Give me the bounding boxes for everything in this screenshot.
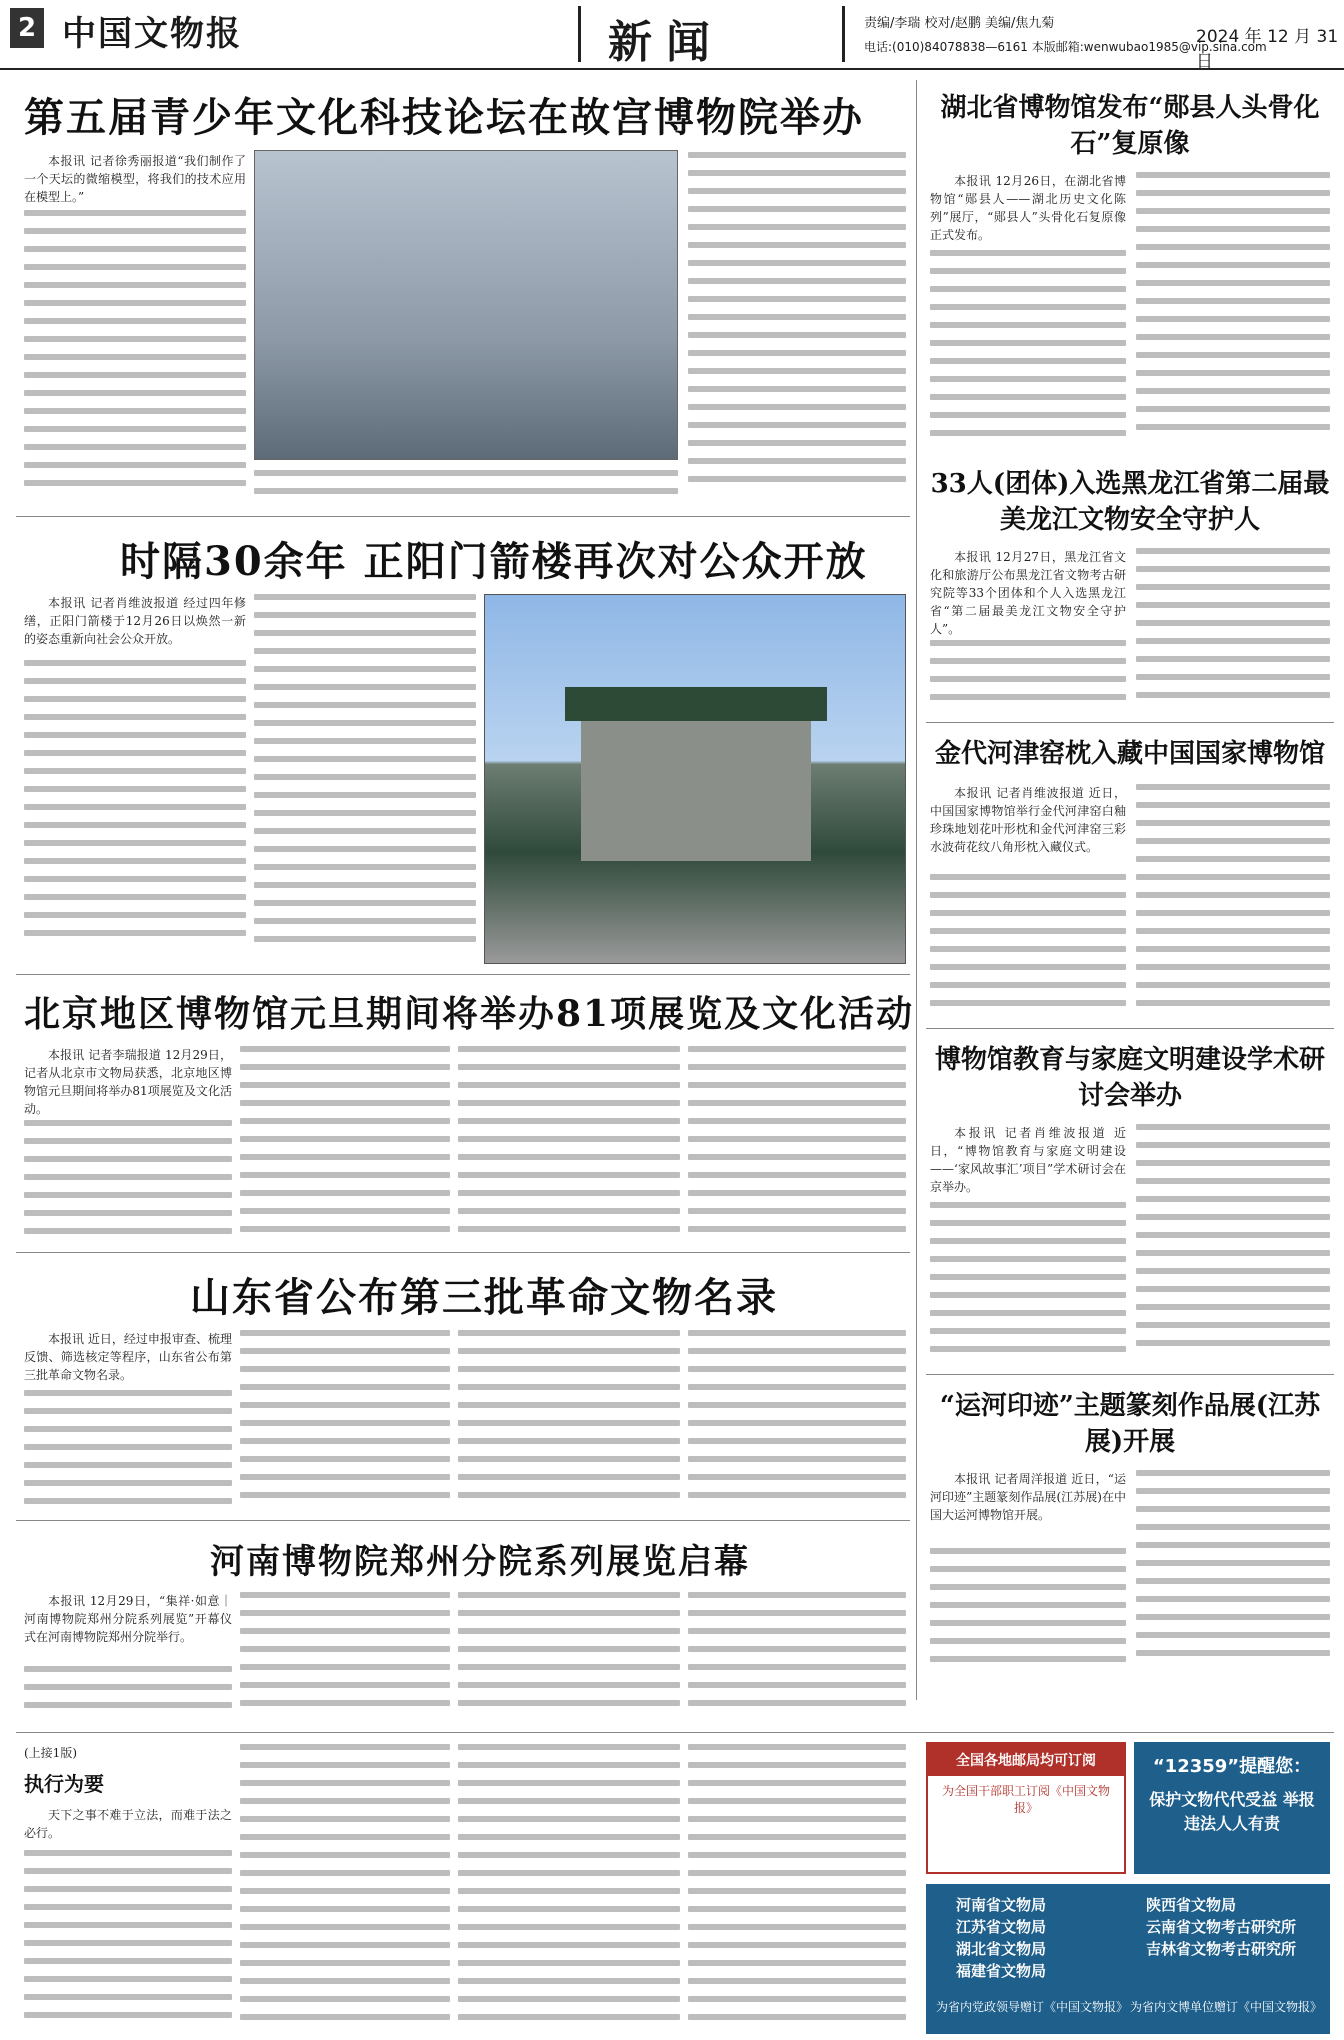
body-a11-col2: [240, 1744, 450, 2026]
body-a1-cont: [254, 470, 678, 506]
lead-a1: 本报讯 记者徐秀丽报道“我们制作了一个天坛的微缩模型，将我们的技术应用在模型上。”: [24, 154, 246, 204]
body-a11-col3: [458, 1744, 680, 2026]
contact-line: 电话:(010)84078838—6161 本版邮箱:wenwubao1985@vip.sina.com: [864, 40, 1267, 54]
province-footer-left: 为省内党政领导赠订《中国文物报》: [936, 2000, 1129, 2014]
province-list-left: 河南省文物局 江苏省文物局 湖北省文物局 福建省文物局: [956, 1896, 1047, 1980]
headline-a5: 金代河津窑枕入藏中国国家博物馆: [934, 739, 1325, 769]
body-a10-col3: [458, 1592, 680, 1720]
body-a8-col2: [240, 1330, 450, 1510]
headline-a6: 北京地区博物馆元旦期间将举办81项展览及文化活动: [24, 993, 915, 1035]
province-footer-right: 为省内文博单位赠订《中国文物报》: [1130, 2000, 1323, 2014]
subscription-ad: [926, 1742, 1126, 1874]
headline-a2: 湖北省博物馆发布“郧县人头骨化石”复原像: [940, 93, 1320, 159]
body-a6: [24, 1120, 232, 1240]
body-a2: [930, 250, 1126, 456]
body-a7: [930, 1202, 1126, 1362]
body-a9: [930, 1548, 1126, 1672]
section-rule: [16, 1520, 910, 1521]
lead-a11: 天下之事不难于立法，而难于法之必行。: [24, 1808, 232, 1840]
column-rule: [916, 80, 917, 1700]
body-a6-col3: [458, 1046, 680, 1240]
lead-a7: 本报讯 记者肖维波报道 近日，“博物馆教育与家庭文明建设——‘家风故事汇’项目”学术研讨会在京举办。: [930, 1126, 1126, 1194]
divider: [578, 6, 581, 62]
hotline-title: “12359”提醒您：: [1152, 1756, 1312, 1777]
subscription-title: 全国各地邮局均可订阅: [928, 1744, 1124, 1776]
hotline-body: 保护文物代代受益 举报违法人人有责: [1149, 1790, 1315, 1833]
body-a10-col4: [688, 1592, 906, 1720]
section-rule: [926, 1028, 1334, 1029]
body-a5-col2: [1136, 784, 1330, 1014]
photo-zhengyangmen-arrow-tower: [484, 594, 906, 964]
lead-a4: 本报讯 12月27日，黑龙江省文化和旅游厅公布黑龙江省文物考古研究院等33个团体和个人入选黑龙江省“第二届最美龙江文物安全守护人”。: [930, 550, 1126, 636]
headline-a1: 第五届青少年文化科技论坛在故宫博物院举办: [24, 94, 864, 141]
body-a4-col2: [1136, 548, 1330, 710]
subscription-sub: 为全国干部职工订阅《中国文物报》: [941, 1784, 1110, 1815]
section-rule: [16, 1252, 910, 1253]
body-a1-col3: [688, 152, 906, 506]
headline-a7: 博物馆教育与家庭文明建设学术研讨会举办: [934, 1045, 1325, 1111]
body-a9-col2: [1136, 1470, 1330, 1672]
body-a3: [24, 660, 246, 960]
body-a8-col3: [458, 1330, 680, 1510]
hotline-ad: [1134, 1742, 1330, 1874]
body-a1: [24, 210, 246, 506]
headline-a11: 执行为要: [24, 1772, 104, 1796]
lead-a3: 本报讯 记者肖维波报道 经过四年修缮，正阳门箭楼于12月26日以焕然一新的姿态重新向社会公众开放。: [24, 596, 246, 646]
lead-a6: 本报讯 记者李瑞报道 12月29日，记者从北京市文物局获悉，北京地区博物馆元旦期间将举办81项展览及文化活动。: [24, 1048, 232, 1116]
body-a11-col4: [688, 1744, 906, 2026]
body-a11: [24, 1850, 232, 2026]
page-number: 2: [10, 8, 44, 48]
section-rule: [16, 974, 910, 975]
lead-a10: 本报讯 12月29日，“集祥·如意｜河南博物院郑州分院系列展览”开幕仪式在河南博物院郑州分院举行。: [24, 1594, 232, 1644]
lead-a5: 本报讯 记者肖维波报道 近日，中国国家博物馆举行金代河津窑白釉珍珠地划花叶形枕和金代河津窑三彩水波荷花纹八角形枕入藏仪式。: [930, 786, 1126, 854]
body-a6-col2: [240, 1046, 450, 1240]
issue-date: 2024 年 12 月 31 日: [1196, 27, 1339, 72]
body-a3-col2: [254, 594, 476, 960]
body-a7-col2: [1136, 1124, 1330, 1362]
body-a10: [24, 1666, 232, 1720]
lead-a2: 本报讯 12月26日，在湖北省博物馆“郧县人——湖北历史文化陈列”展厅，“郧县人”头骨化石复原像正式发布。: [930, 174, 1126, 242]
province-list-right: 陕西省文物局 云南省文物考古研究所 吉林省文物考古研究所: [1146, 1896, 1297, 1958]
body-a8-col4: [688, 1330, 906, 1510]
kicker-a11: (上接1版): [24, 1746, 77, 1760]
headline-a3: 时隔30余年 正阳门箭楼再次对公众开放: [120, 538, 868, 585]
headline-a8: 山东省公布第三批革命文物名录: [190, 1274, 778, 1321]
section-rule: [926, 1374, 1334, 1375]
headline-a4: 33人(团体)入选黑龙江省第二届最美龙江文物安全守护人: [930, 469, 1330, 535]
body-a5: [930, 874, 1126, 1014]
headline-a10: 河南博物院郑州分院系列展览启幕: [210, 1542, 750, 1582]
paper-name: 中国文物报: [62, 14, 242, 54]
body-a8: [24, 1390, 232, 1510]
lead-a9: 本报讯 记者周洋报道 近日，“运河印迹”主题篆刻作品展(江苏展)在中国大运河博物馆开展。: [930, 1472, 1126, 1522]
editors-line: 责编/李瑞 校对/赵鹏 美编/焦九菊: [864, 16, 1055, 31]
section-rule: [16, 516, 910, 517]
body-a2-col2: [1136, 172, 1330, 456]
divider: [842, 6, 845, 62]
provincial-ad: [926, 1884, 1330, 2034]
body-a6-col4: [688, 1046, 906, 1240]
body-a10-col2: [240, 1592, 450, 1720]
section-rule: [16, 1732, 1334, 1733]
section-rule: [926, 722, 1334, 723]
lead-a8: 本报讯 近日，经过申报审查、梳理反馈、筛选核定等程序，山东省公布第三批革命文物名录。: [24, 1332, 232, 1382]
body-a4: [930, 640, 1126, 710]
photo-students-model: [254, 150, 678, 460]
section-title: 新闻: [608, 17, 724, 68]
headline-a9: “运河印迹”主题篆刻作品展(江苏展)开展: [939, 1391, 1321, 1457]
